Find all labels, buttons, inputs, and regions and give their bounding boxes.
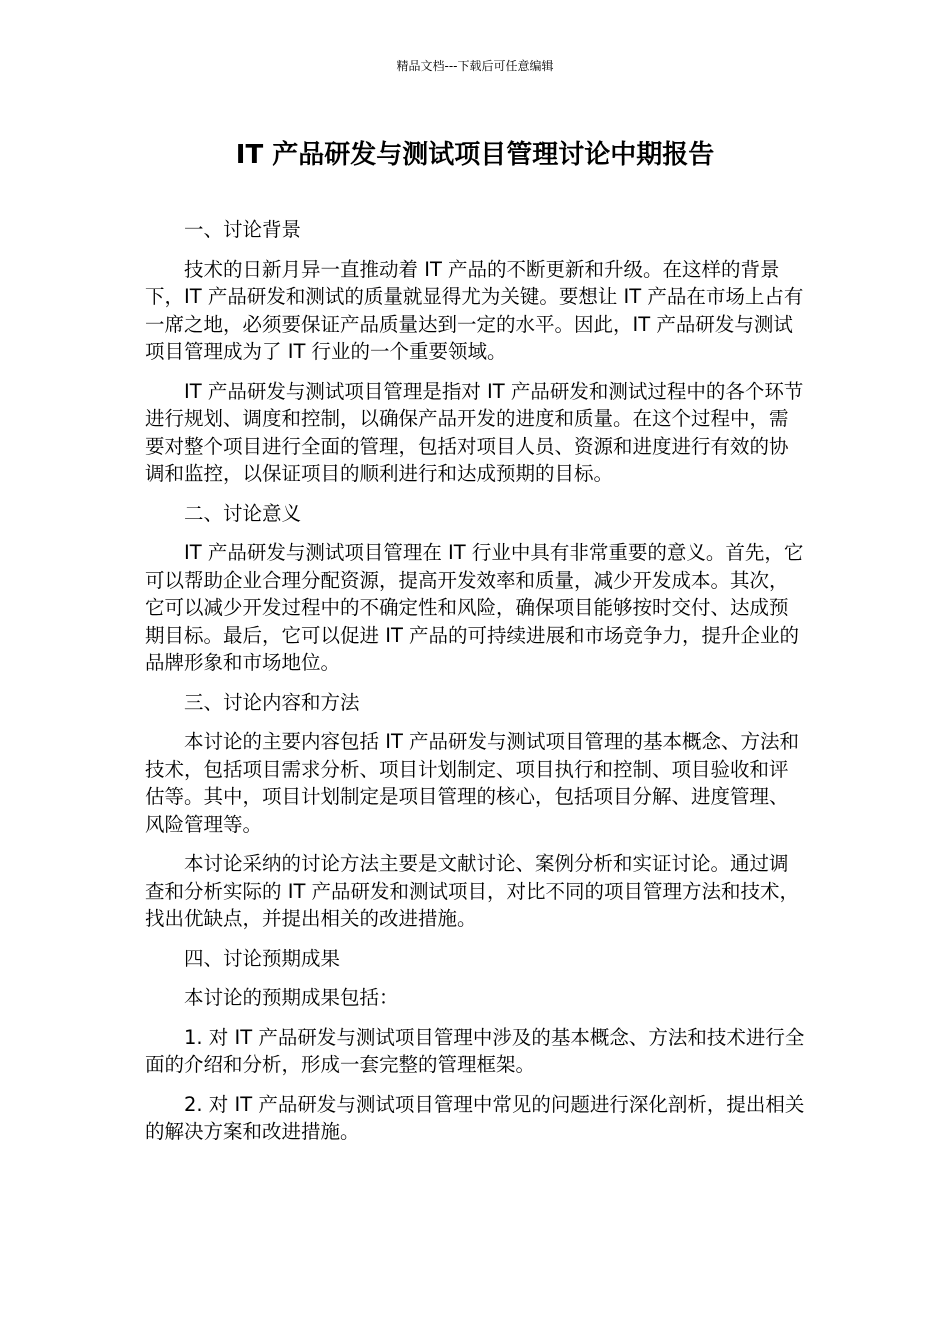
header-note: 精品文档---下载后可任意编辑 [396,59,554,73]
document-body [145,216,807,1158]
document-title: IT 产品研发与测试项目管理讨论中期报告 [235,140,715,170]
section-heading-content-methods: 三、讨论内容和方法 [184,690,360,714]
list-item: 2. 对 IT 产品研发与测试项目管理中常见的问题进行深化剖析，提出相关的解决方案和改进措施。 [145,1092,805,1143]
section-heading-expected-results: 四、讨论预期成果 [184,946,341,970]
paragraph: 本讨论的主要内容包括 IT 产品研发与测试项目管理的基本概念、方法和技术，包括项目需求分析、项目计划制定、项目执行和控制、项目验收和评估等。其中，项目计划制定是项目管理的核心，包括项目分解、进度管理、风险管理等。 [145,730,800,836]
paragraph: 技术的日新月异一直推动着 IT 产品的不断更新和升级。在这样的背景下，IT 产品研发和测试的质量就显得尤为关键。要想让 IT 产品在市场上占有一席之地，必须要保证产品质量达到一定的水平。因此，IT 产品研发与测试项目管理成为了 IT 行业的一个重要领域。 [145,257,804,363]
paragraph: IT 产品研发与测试项目管理在 IT 行业中具有非常重要的意义。首先，它可以帮助企业合理分配资源，提高开发效率和质量，减少开发成本。其次，它可以减少开发过程中的不确定性和风险，确保项目能够按时交付、达成预期目标。最后，它可以促进 IT 产品的可持续进展和市场竞争力，提升企业的品牌形象和市场地位。 [145,541,804,674]
section-heading-background: 一、讨论背景 [184,218,302,241]
paragraph: 本讨论采纳的讨论方法主要是文献讨论、案例分析和实证讨论。通过调查和分析实际的 IT 产品研发和测试项目，对比不同的项目管理方法和技术，找出优缺点，并提出相关的改进措施。 [145,852,800,930]
paragraph: IT 产品研发与测试项目管理是指对 IT 产品研发和测试过程中的各个环节进行规划、调度和控制，以确保产品开发的进度和质量。在这个过程中，需要对整个项目进行全面的管理，包括对项目人员、资源和进度进行有效的协调和监控，以保证项目的顺利进行和达成预期的目标。 [145,379,804,485]
list-item: 1. 对 IT 产品研发与测试项目管理中涉及的基本概念、方法和技术进行全面的介绍和分析，形成一套完整的管理框架。 [145,1025,805,1076]
paragraph: 本讨论的预期成果包括： [184,986,399,1009]
section-heading-significance: 二、讨论意义 [184,501,302,525]
